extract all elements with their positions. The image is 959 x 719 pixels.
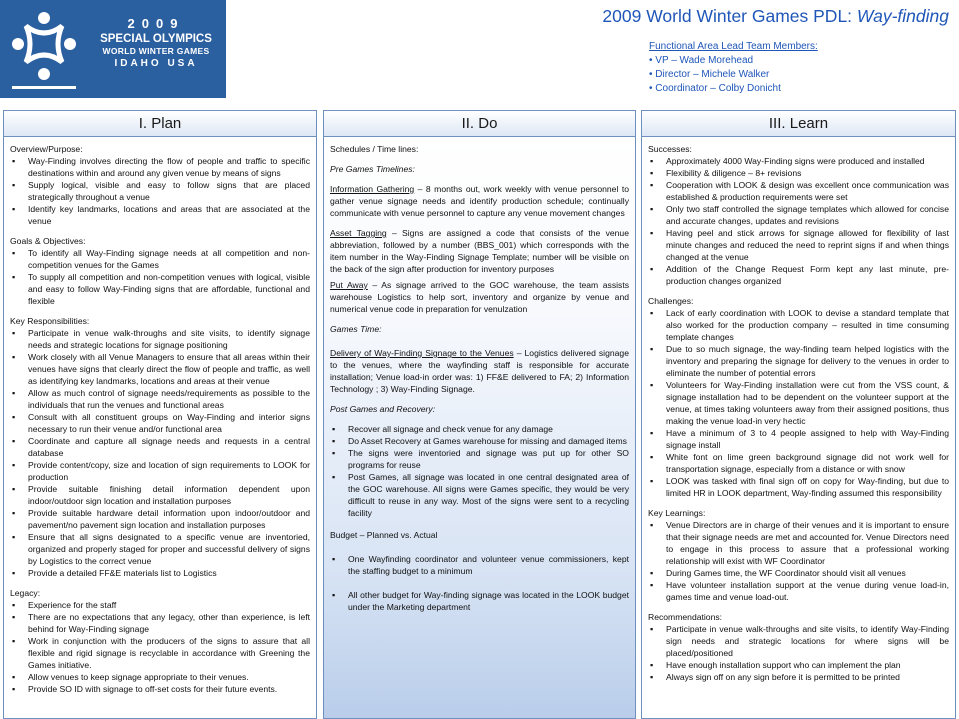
list-item: ▪ To identify all Way-Finding signage needs at all competition and non-competition venues for the Games bbox=[10, 247, 310, 271]
responsibilities-list bbox=[10, 327, 310, 579]
successes-title: Successes: bbox=[648, 144, 692, 154]
list-item: ▪ Allow venues to keep signage appropriate to their venues. bbox=[10, 671, 310, 683]
list-item: ▪ Provide suitable hardware detail information upon indoor/outdoor and pavement/no pavement sign location and installation purposes bbox=[10, 507, 310, 531]
list-item: ▪ Cooperation with LOOK & design was excellent once communication was established & production requirements were set bbox=[648, 179, 949, 203]
page-title bbox=[602, 6, 949, 27]
list-item: ▪ Volunteers for Way-Finding installation were cut from the VSS count, & signage installation had to be dependent on the volunteer support at the venue, at times taking volunteers away from their assigned positions, thus making the venue load-in very hectic bbox=[648, 379, 949, 427]
put-away-text bbox=[330, 279, 629, 315]
information-gathering-label: Information Gathering bbox=[330, 184, 415, 194]
list-item: ▪ Always sign off on any sign before it is permitted to be printed bbox=[648, 671, 949, 683]
team-member: • VP – Wade Morehead bbox=[649, 55, 754, 66]
logo-year: 2009 bbox=[127, 16, 185, 31]
list-item: ▪ Provide a detailed FF&E materials list to Logistics bbox=[10, 567, 310, 579]
challenges-title: Challenges: bbox=[648, 296, 694, 306]
budget-list-2 bbox=[330, 589, 629, 613]
overview-list bbox=[10, 155, 310, 227]
goals-list bbox=[10, 247, 310, 307]
key-learnings-title: Key Learnings: bbox=[648, 508, 706, 518]
list-item: ▪ Participate in venue walk-throughs and site visits, to identify Way-Finding sign needs and strategic locations for where signs will be placed/positioned bbox=[648, 623, 949, 659]
list-item: ▪ Experience for the staff bbox=[10, 599, 310, 611]
recommendations-title: Recommendations: bbox=[648, 612, 723, 622]
team-heading: Functional Area Lead Team Members: bbox=[649, 41, 818, 52]
post-games-list bbox=[330, 423, 629, 519]
legacy-title: Legacy: bbox=[10, 588, 41, 598]
list-item: ▪ Provide content/copy, size and location of sign requirements to LOOK for production bbox=[10, 459, 310, 483]
list-item: ▪ Identify key landmarks, locations and areas that are associated at the venue bbox=[10, 203, 310, 227]
team-member: • Director – Michele Walker bbox=[649, 69, 770, 80]
list-item: ▪ Way-Finding involves directing the flow of people and traffic to specific destinations within and around any given venue by means of signs bbox=[10, 155, 310, 179]
logo-line-3: IDAHO USA bbox=[114, 58, 198, 69]
recommendations-list bbox=[648, 623, 949, 683]
list-item: ▪ Consult with all constituent groups on Way-Finding and interior signs necessary to run their venue and/or functional area bbox=[10, 411, 310, 435]
list-item: ▪ Venue Directors are in charge of their venues and it is important to ensure that their signage needs are met and accounted for. Venue Directors need to engage in this process to assure that a professional working relationship will exist with WF Coordinator bbox=[648, 519, 949, 567]
list-item: ▪ Have enough installation support who can implement the plan bbox=[648, 659, 949, 671]
challenges-list bbox=[648, 307, 949, 499]
games-time-title: Games Time: bbox=[330, 324, 382, 334]
list-item: ▪ One Wayfinding coordinator and volunteer venue commissioners, kept the staffing budget to a minimum bbox=[330, 553, 629, 577]
list-item: ▪ Due to so much signage, the way-finding team helped logistics with the inventory and preparing the signage for delivery to the venues in order to eliminate the number of potential errors bbox=[648, 343, 949, 379]
information-gathering-body: – 8 months out, work weekly with venue personnel to gather venue signage needs and identify production schedule; continually communicate with venue personnel to capture any venue movement changes bbox=[330, 184, 629, 218]
page-title-main: 2009 World Winter Games PDL: bbox=[602, 6, 857, 26]
list-item: ▪ LOOK was tasked with final sign off on copy for Way-finding, but due to limited HR in LOOK department, Way-finding assumed this responsibility bbox=[648, 475, 949, 499]
list-item: ▪ Work closely with all Venue Managers to ensure that all areas within their venues have signs that clearly direct the flow of people and traffic, as well as identifying key landmarks, locations and areas at their venue bbox=[10, 351, 310, 387]
do-heading: II. Do bbox=[324, 111, 635, 137]
list-item: ▪ Coordinate and capture all signage needs and requests in a central database bbox=[10, 435, 310, 459]
list-item: ▪ Work in conjunction with the producers of the signs to assure that all flexible and rigid signage is recyclable in accordance with Greening the Games initiative. bbox=[10, 635, 310, 671]
list-item: ▪ To supply all competition and non-competition venues with logical, visible and easy to follow Way-Finding signs that are affordable, functional and flexible bbox=[10, 271, 310, 307]
list-item: ▪ Have a minimum of 3 to 4 people assigned to help with Way-Finding signage install bbox=[648, 427, 949, 451]
list-item: ▪ Provide suitable finishing detail information dependent upon indoor/outdoor sign location and installation purposes bbox=[10, 483, 310, 507]
asset-tagging-body: – Signs are assigned a code that consists of the venue abbreviation, followed by a number (BBS_001) which corresponds with the item number in the Way-Finding Signage Template; number will be visible on the back of the sign after production for inventory purposes bbox=[330, 228, 629, 274]
delivery-text bbox=[330, 347, 629, 395]
special-olympics-emblem-icon bbox=[4, 4, 84, 94]
list-item: ▪ All other budget for Way-finding signage was located in the LOOK budget under the Marketing department bbox=[330, 589, 629, 613]
list-item: ▪ Do Asset Recovery at Games warehouse for missing and damaged items bbox=[330, 435, 629, 447]
information-gathering-text bbox=[330, 183, 629, 219]
list-item: ▪ Supply logical, visible and easy to follow signs that are placed strategically throughout a venue bbox=[10, 179, 310, 203]
legacy-list bbox=[10, 599, 310, 695]
list-item: ▪ Have volunteer installation support at the venue during venue load-in, games time and venue load-out. bbox=[648, 579, 949, 603]
plan-heading: I. Plan bbox=[4, 111, 316, 137]
list-item: ▪ Recover all signage and check venue for any damage bbox=[330, 423, 629, 435]
put-away-body: – As signage arrived to the GOC warehouse, the team assists warehouse Logistics to help sort, inventory and organize by venue and numerical venue code in preparation for venulzation bbox=[330, 280, 630, 314]
post-games-title: Post Games and Recovery: bbox=[330, 404, 436, 414]
list-item: ▪ Having peel and stick arrows for signage allowed for flexibility of last minute changes and reduced the need to reprint signs if and when things changed at the venue bbox=[648, 227, 949, 263]
key-learnings-list bbox=[648, 519, 949, 603]
delivery-label: Delivery of Way-Finding Signage to the Venues bbox=[330, 348, 514, 358]
logo-line-2: WORLD WINTER GAMES bbox=[102, 46, 210, 56]
special-olympics-logo bbox=[0, 0, 226, 98]
list-item: ▪ Only two staff controlled the signage templates which allowed for concise and accurate changes, updates and revisions bbox=[648, 203, 949, 227]
do-column bbox=[323, 110, 636, 719]
learn-column bbox=[641, 110, 956, 719]
overview-title: Overview/Purpose: bbox=[10, 144, 83, 154]
list-item: ▪ Post Games, all signage was located in one central designated area of the GOC warehouse. All signs were Games specific, they would be very difficult to reuse in any way. Most of the signs were sent to a recycling facility bbox=[330, 471, 629, 519]
schedules-title: Schedules / Time lines: bbox=[330, 144, 419, 154]
successes-list bbox=[648, 155, 949, 287]
logo-line-1: SPECIAL OLYMPICS bbox=[100, 33, 212, 45]
list-item: ▪ Participate in venue walk-throughs and site visits, to identify signage needs and strategic locations for signage positioning bbox=[10, 327, 310, 351]
list-item: ▪ Allow as much control of signage needs/requirements as possible to the individuals that run the venues and functional areas bbox=[10, 387, 310, 411]
list-item: ▪ Flexibility & diligence – 8+ revisions bbox=[648, 167, 949, 179]
asset-tagging-text bbox=[330, 227, 629, 275]
asset-tagging-label: Asset Tagging bbox=[330, 228, 387, 238]
budget-title: Budget – Planned vs. Actual bbox=[330, 530, 438, 540]
page-title-emphasis: Way-finding bbox=[856, 6, 949, 26]
delivery-body: – Logistics delivered signage to the venues, where the wayfinding staff is responsible for accurate installation; Venue load-in order was: 1) FF&E delivered to FA; 2) Information Technology ; 3) Way-Finding Signage. bbox=[330, 348, 629, 394]
list-item: ▪ Ensure that all signs designated to a specific venue are inventoried, organized and properly staged for proper and successful delivery of signs by Logistics to the correct venue bbox=[10, 531, 310, 567]
list-item: ▪ Addition of the Change Request Form kept any last minute, pre-production changes organized bbox=[648, 263, 949, 287]
learn-heading: III. Learn bbox=[642, 111, 955, 137]
goals-title: Goals & Objectives: bbox=[10, 236, 86, 246]
list-item: ▪ White font on lime green background signage did not work well for transportation signage, especially from a distance or with snow bbox=[648, 451, 949, 475]
list-item: ▪ The signs were inventoried and signage was put up for other SO programs for reuse bbox=[330, 447, 629, 471]
list-item: ▪ During Games time, the WF Coordinator should visit all venues bbox=[648, 567, 949, 579]
list-item: ▪ There are no expectations that any legacy, other than experience, is left behind for Way-Finding signage bbox=[10, 611, 310, 635]
responsibilities-title: Key Responsibilities: bbox=[10, 316, 90, 326]
pre-games-title: Pre Games Timelines: bbox=[330, 164, 415, 174]
list-item: ▪ Lack of early coordination with LOOK to devise a standard template that also worked for the production company – resulted in time consuming template changes bbox=[648, 307, 949, 343]
plan-column bbox=[3, 110, 317, 719]
list-item: ▪ Provide SO ID with signage to off-set costs for their future events. bbox=[10, 683, 310, 695]
budget-list-1 bbox=[330, 553, 629, 577]
list-item: ▪ Approximately 4000 Way-Finding signs were produced and installed bbox=[648, 155, 949, 167]
put-away-label: Put Away bbox=[330, 280, 368, 290]
team-members bbox=[649, 40, 949, 96]
team-member: • Coordinator – Colby Donicht bbox=[649, 83, 781, 94]
